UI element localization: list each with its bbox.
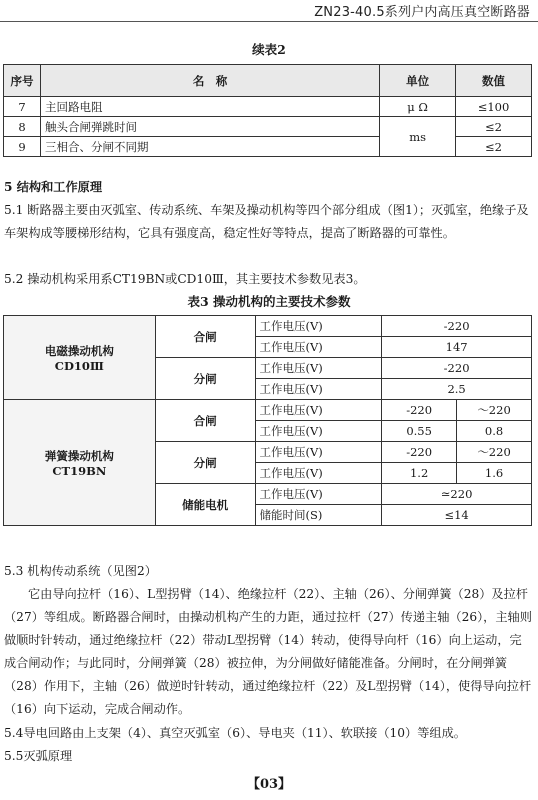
row-number: 9 [4, 137, 41, 157]
param-value: -220 [382, 358, 532, 379]
param-name: 工作电压(V) [255, 337, 382, 358]
table-row [4, 316, 532, 337]
param-name: 工作电压(V) [255, 484, 382, 505]
table-row [4, 117, 532, 137]
param-value: ～220 [457, 442, 532, 463]
param-value: 147 [382, 337, 532, 358]
param-value: -220 [382, 400, 457, 421]
param-value: 0.55 [382, 421, 457, 442]
table3 [3, 315, 532, 526]
mechanism-cell [4, 400, 156, 526]
row-unit: ms [380, 117, 456, 157]
paragraph-5-4: 5.4导电回路由上支架（4）、真空灭弧室（6）、导电夹（11）、软联接（10）等组成。 [4, 726, 466, 740]
mechanism-name: 弹簧操动机构 [44, 448, 114, 463]
param-value: -220 [382, 316, 532, 337]
param-value: 1.6 [457, 463, 532, 484]
operation-open: 分闸 [155, 358, 255, 400]
document-title: ZN23-40.5系列户内高压真空断路器 [314, 5, 530, 20]
operation-close: 合闸 [155, 400, 255, 442]
row-value: ≤2 [456, 117, 532, 137]
row-name: 三相合、分闸不同期 [40, 137, 379, 157]
column-header: 序号 [4, 65, 41, 97]
row-value: ≤100 [456, 97, 532, 117]
section-5-5-title: 5.5灭弧原理 [4, 749, 73, 763]
param-value: ～220 [457, 400, 532, 421]
section-5-title: 5 结构和工作原理 [4, 180, 103, 194]
paragraph-5-3: 它由导向拉杆（16）、L型拐臂（14）、绝缘拉杆（22）、主轴（26）、分闸弹簧（28）及拉杆（27）等组成。断路器合闸时，由操动机构产生的力距，通过拉杆（27）传递主轴（26），主轴则做顺时针转动，通过绝缘拉杆（22）带动L型拐臂（14）转动，使得导向杆（16）向上运动，完成合闸动作；与此同时，分闸弹簧（28）被拉伸，为分闸做好储能准备。分闸时，在分闸弹簧（28）作用下，主轴（26）做逆时针转动，通过绝缘拉杆（22）及L型拐臂（14），使得导向拉杆（16）向下运动，完成合闸动作。 [4, 587, 532, 716]
param-name: 工作电压(V) [255, 316, 382, 337]
param-name: 储能时间(S) [255, 505, 382, 526]
mechanism-model: CD10Ⅲ [54, 358, 104, 373]
table3-caption: 表3 操动机构的主要技术参数 [187, 294, 351, 309]
param-name: 工作电压(V) [255, 442, 382, 463]
param-value: ≃220 [382, 484, 532, 505]
column-header: 名 称 [40, 65, 379, 97]
operation-close: 合闸 [155, 316, 255, 358]
row-number: 8 [4, 117, 41, 137]
param-value: -220 [382, 442, 457, 463]
table2 [3, 64, 532, 157]
table-header-row [4, 65, 532, 97]
table-row [4, 400, 532, 421]
paragraph-5-1: 5.1 断路器主要由灭弧室、传动系统、车架及操动机构等四个部分组成（图1）；灭弧室，绝缘子及车架构成等腰梯形结构，它具有强度高，稳定性好等特点，提高了断路器的可靠性。 [4, 203, 529, 240]
row-number: 7 [4, 97, 41, 117]
page-number: 【03】 [246, 777, 292, 792]
row-name: 主回路电阻 [40, 97, 379, 117]
mechanism-cell [4, 316, 156, 400]
row-name: 触头合闸弹跳时间 [40, 117, 379, 137]
param-name: 工作电压(V) [255, 358, 382, 379]
param-value: 2.5 [382, 379, 532, 400]
param-name: 工作电压(V) [255, 379, 382, 400]
mechanism-name: 电磁操动机构 [44, 343, 114, 358]
param-value: ≤14 [382, 505, 532, 526]
section-5-3-title: 5.3 机构传动系统（见图2） [4, 564, 157, 578]
param-name: 工作电压(V) [255, 421, 382, 442]
param-value: 0.8 [457, 421, 532, 442]
param-name: 工作电压(V) [255, 463, 382, 484]
table-row [4, 97, 532, 117]
paragraph-5-2: 5.2 操动机构采用系CT19BN或CD10Ⅲ，其主要技术参数见表3。 [4, 272, 366, 286]
page-header [0, 0, 538, 20]
table2-caption: 续表2 [252, 42, 286, 57]
row-value: ≤2 [456, 137, 532, 157]
row-unit: μ Ω [380, 97, 456, 117]
column-header: 数值 [456, 65, 532, 97]
column-header: 单位 [380, 65, 456, 97]
param-value: 1.2 [382, 463, 457, 484]
operation-motor: 储能电机 [155, 484, 255, 526]
operation-open: 分闸 [155, 442, 255, 484]
param-name: 工作电压(V) [255, 400, 382, 421]
header-rule [0, 21, 538, 22]
mechanism-model: CT19BN [52, 463, 107, 478]
